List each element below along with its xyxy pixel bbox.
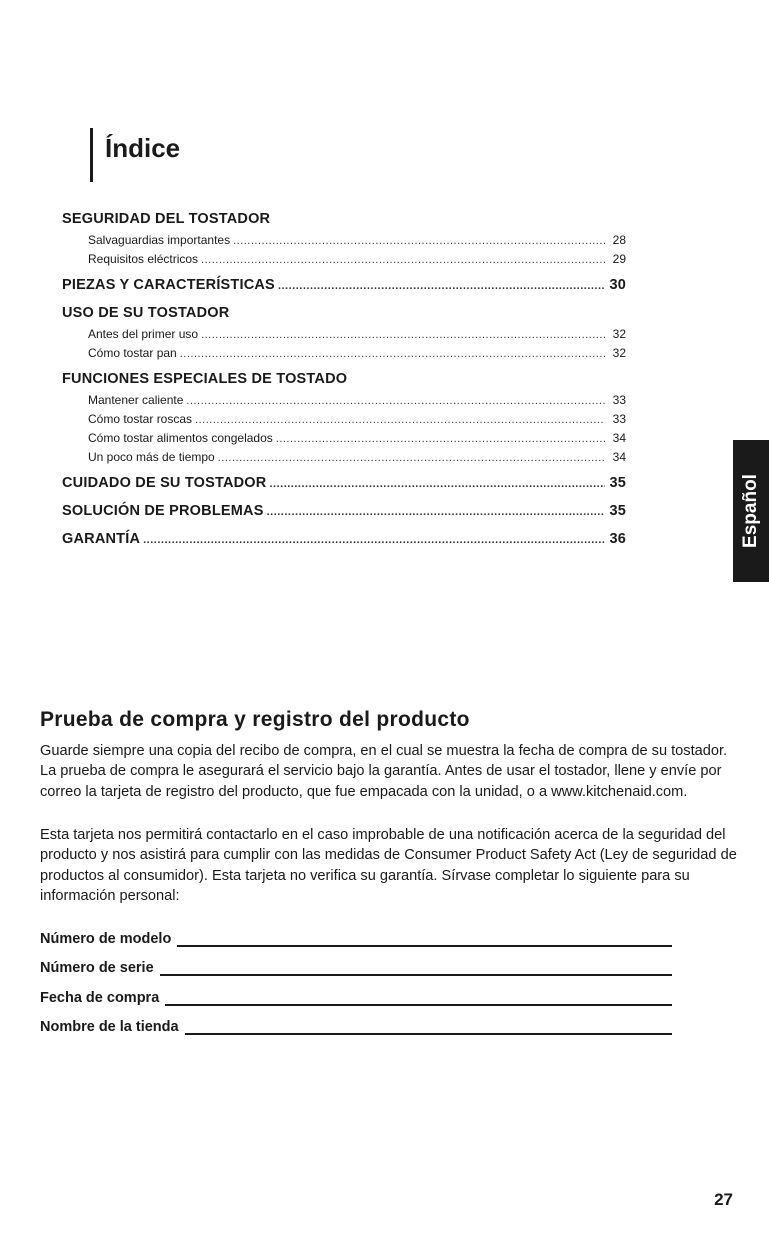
toc-entry-page: 34 (612, 431, 626, 445)
toc-entry (62, 393, 626, 412)
form-blank-line (160, 962, 672, 976)
dot-leader (269, 478, 605, 490)
toc-heading (62, 371, 626, 393)
toc-entry-page: 28 (612, 233, 626, 247)
form-blank-line (185, 1021, 672, 1035)
toc-entry-page: 29 (612, 252, 626, 266)
toc-entry-label: Salvaguardias importantes (88, 233, 231, 247)
form-label-date: Fecha de compra (40, 990, 160, 1006)
dot-leader (180, 348, 605, 360)
toc-heading-page: 36 (609, 531, 626, 547)
dot-leader (186, 395, 605, 407)
toc-entry (62, 233, 626, 252)
toc-entry (62, 431, 626, 450)
form-label-store: Nombre de la tienda (40, 1019, 179, 1035)
page-number: 27 (714, 1190, 733, 1209)
toc-heading-label: SEGURIDAD DEL TOSTADOR (62, 211, 271, 227)
form-field-store (40, 1013, 672, 1035)
proof-of-purchase-heading: Prueba de compra y registro del producto (40, 708, 470, 731)
toc-entry (62, 252, 626, 271)
language-tab-label: Español (740, 474, 761, 548)
toc-section-safety (62, 211, 626, 271)
dot-leader (276, 433, 605, 445)
toc-entry (62, 450, 626, 469)
form-field-serial (40, 954, 672, 976)
toc-entry-label: Un poco más de tiempo (88, 450, 215, 464)
toc-section-trouble (62, 503, 626, 525)
toc-entry (62, 327, 626, 346)
form-blank-line (177, 933, 672, 947)
toc-heading-label: SOLUCIÓN DE PROBLEMAS (62, 503, 264, 519)
toc-heading-label: CUIDADO DE SU TOSTADOR (62, 475, 267, 491)
form-label-model: Número de modelo (40, 931, 172, 947)
toc-entry-label: Cómo tostar roscas (88, 412, 193, 426)
form-blank-line (165, 992, 672, 1006)
toc-heading-label: USO DE SU TOSTADOR (62, 305, 230, 321)
toc-section-care (62, 475, 626, 497)
toc-entry-label: Cómo tostar pan (88, 346, 177, 360)
toc-heading-page: 35 (609, 475, 626, 491)
form-field-model (40, 925, 672, 947)
toc-section-use (62, 305, 626, 365)
page-title: Índice (105, 133, 181, 163)
toc-entry-label: Antes del primer uso (88, 327, 199, 341)
toc-entry-label: Cómo tostar alimentos congelados (88, 431, 273, 445)
toc-heading-label: PIEZAS Y CARACTERÍSTICAS (62, 277, 275, 293)
proof-paragraph-2: Esta tarjeta nos permitirá contactarlo en el caso improbable de una notificación acerca de la seguridad del producto y nos asistirá para cumplir con las medidas de Consumer Product Safety Act (Ley de seguridad de productos al consumidor). Esta tarjeta no verifica su garantía. Sírvase completar lo siguiente para su información personal: (40, 827, 737, 904)
toc-heading-label: FUNCIONES ESPECIALES DE TOSTADO (62, 371, 348, 387)
title-accent-bar (90, 128, 93, 182)
language-tab (733, 440, 769, 582)
toc-entry-page: 34 (612, 450, 626, 464)
dot-leader (267, 506, 605, 518)
toc-entry (62, 412, 626, 431)
toc-entry-page: 32 (612, 327, 626, 341)
toc-entry-page: 33 (612, 393, 626, 407)
form-label-serial: Número de serie (40, 960, 154, 976)
toc-section-special (62, 371, 626, 469)
dot-leader (143, 534, 605, 546)
toc-section-warranty (62, 531, 626, 553)
dot-leader (195, 414, 605, 426)
toc-heading-page: 30 (609, 277, 626, 293)
dot-leader (201, 254, 605, 266)
proof-paragraph-1: Guarde siempre una copia del recibo de compra, en el cual se muestra la fecha de compra de su tostador. La prueba de compra le asegurará el servicio bajo la garantía. Antes de usar el tostador, llene y envíe por correo la tarjeta de registro del producto, que fue empacada con la unidad, o a www.kitchenaid.com. (40, 743, 728, 800)
toc-heading (62, 305, 626, 327)
toc-section-parts (62, 277, 626, 299)
toc-entry-label: Requisitos eléctricos (88, 252, 199, 266)
dot-leader (278, 280, 605, 292)
toc-heading-page: 35 (609, 503, 626, 519)
toc-entry-page: 32 (612, 346, 626, 360)
toc-heading (62, 211, 626, 233)
table-of-contents (62, 211, 626, 553)
dot-leader (218, 452, 605, 464)
dot-leader (201, 329, 605, 341)
toc-entry-label: Mantener caliente (88, 393, 184, 407)
dot-leader (233, 235, 605, 247)
toc-heading-label: GARANTÍA (62, 531, 141, 547)
toc-entry-page: 33 (612, 412, 626, 426)
form-field-date (40, 984, 672, 1006)
toc-entry (62, 346, 626, 365)
